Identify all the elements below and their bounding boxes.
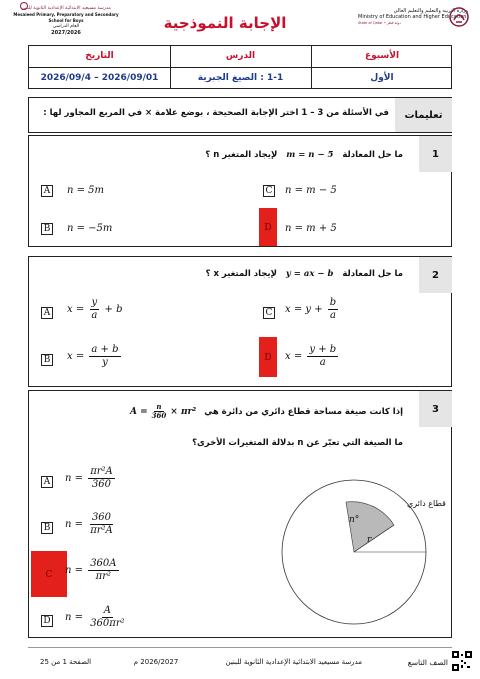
option-d-expr: n = m + 5 [285,223,337,234]
option-d-box-selected[interactable]: D [259,208,277,246]
question-number: 2 [419,257,452,293]
ministry-sub: State of Qatar • دولة قطر [358,21,401,25]
col-week-header: الأسبوع [364,51,400,61]
question-subtext: ما الصيغة التي تعبّر عن n بدلالة المتغيرات الأخرى؟ [192,438,403,448]
footer [0,645,480,679]
question-text: ما حل المعادلة m = n − 5 لإيجاد المتغير n ؟ [205,150,403,160]
school-info [6,6,126,36]
option-b-box[interactable]: B [41,223,53,235]
school-name-ar: مدرسة مسيعيد الابتدائية الإعدادية الثانوية للبنين [21,6,111,11]
question-equation: m = n − 5 [286,150,334,160]
info-table [28,45,452,89]
option-b-expr: n = −5m [67,223,113,234]
option-b-expr: x = $\frac{a + b}{y}$ [67,344,119,368]
question-1 [28,135,452,247]
ministry-name-en: Ministry of Education and Higher Education [358,14,467,20]
option-c-box[interactable]: C [263,307,275,319]
col-lesson-header: الدرس [225,51,256,61]
option-a-expr: x = $\frac{y}{a}$ + b [67,297,123,321]
option-a-box[interactable]: A [41,476,53,488]
option-d-expr: x = $\frac{y + b}{a}$ [285,344,337,368]
question-number: 3 [419,391,452,427]
option-d-expr: n = $\frac{A}{\text{360πr²}}$ [65,605,125,629]
footer-rule [28,647,452,648]
angle-label: n° [349,515,360,525]
footer-page: الصفحة 1 من 25 [40,658,92,666]
option-d-box[interactable]: D [41,615,53,627]
lesson-value: 1-1 : الصيغ الجبرية [197,73,284,83]
instructions-label: تعليمات [395,98,452,132]
option-b-box[interactable]: B [41,522,53,534]
option-c-box-selected[interactable]: C [31,551,67,597]
week-value: الأول [370,73,394,83]
school-logo-icon [20,2,28,10]
year-label: العام الدراسي [52,24,80,29]
qr-code-icon [452,651,472,671]
option-a-expr: n = $\frac{\text{πr²A}}{360}$ [65,466,113,490]
option-d-box-selected[interactable]: D [259,337,277,377]
header [0,0,480,44]
col-date-header: التاريخ [85,51,114,61]
school-name-en: Mesaieed Primary, Preparatory and Secondary School for Boys [13,12,119,23]
option-a-box[interactable]: A [41,185,53,197]
footer-grade: الصف التاسع [407,658,448,667]
option-c-expr: n = m − 5 [285,185,337,196]
qatar-emblem-icon [448,6,470,28]
ministry-name-ar: وزارة التربية والتعليم والتعليم العالي [393,8,468,14]
footer-school: مدرسة مسيعيد الابتدائية الإعدادية الثانوية للبنين [225,658,362,666]
footer-year: 2026/2027 م [133,658,179,666]
question-3 [28,390,452,638]
question-2 [28,256,452,387]
radius-label: r [367,535,372,545]
question-text: ما حل المعادلة y = ax − b لإيجاد المتغير x ؟ [205,269,403,279]
sector-label: قطاع دائري [407,499,446,508]
option-c-expr: x = y + $\frac{b}{a}$ [285,297,337,321]
instructions-box [28,97,452,133]
option-c-expr: n = $\frac{360A}{\text{πr²}}$ [65,558,117,582]
question-equation: y = ax − b [285,269,334,279]
option-b-expr: n = $\frac{360}{\text{πr²A}}$ [65,512,113,536]
date-value: 2026/09/4 – 2026/09/01 [40,73,159,83]
question-number: 1 [419,136,452,172]
option-a-expr: n = 5m [67,185,105,196]
option-b-box[interactable]: B [41,354,53,366]
page-title: الإجابة النموذجية [163,14,287,32]
instructions-text: في الأسئلة من 3 – 1 اختر الإجابة الصحيحة ، بوضع علامة × في المربع المجاور لها : [43,108,389,118]
option-c-box[interactable]: C [263,185,275,197]
sector-formula: A = $\frac{n}{360}$ × πr² [129,402,197,420]
option-a-box[interactable]: A [41,307,53,319]
question-text: إذا كانت صيغة مساحة قطاع دائري من دائرة هي A = $\frac{n}{360}$ × πr² [129,402,403,420]
school-year: 2027/2026 [51,30,81,36]
